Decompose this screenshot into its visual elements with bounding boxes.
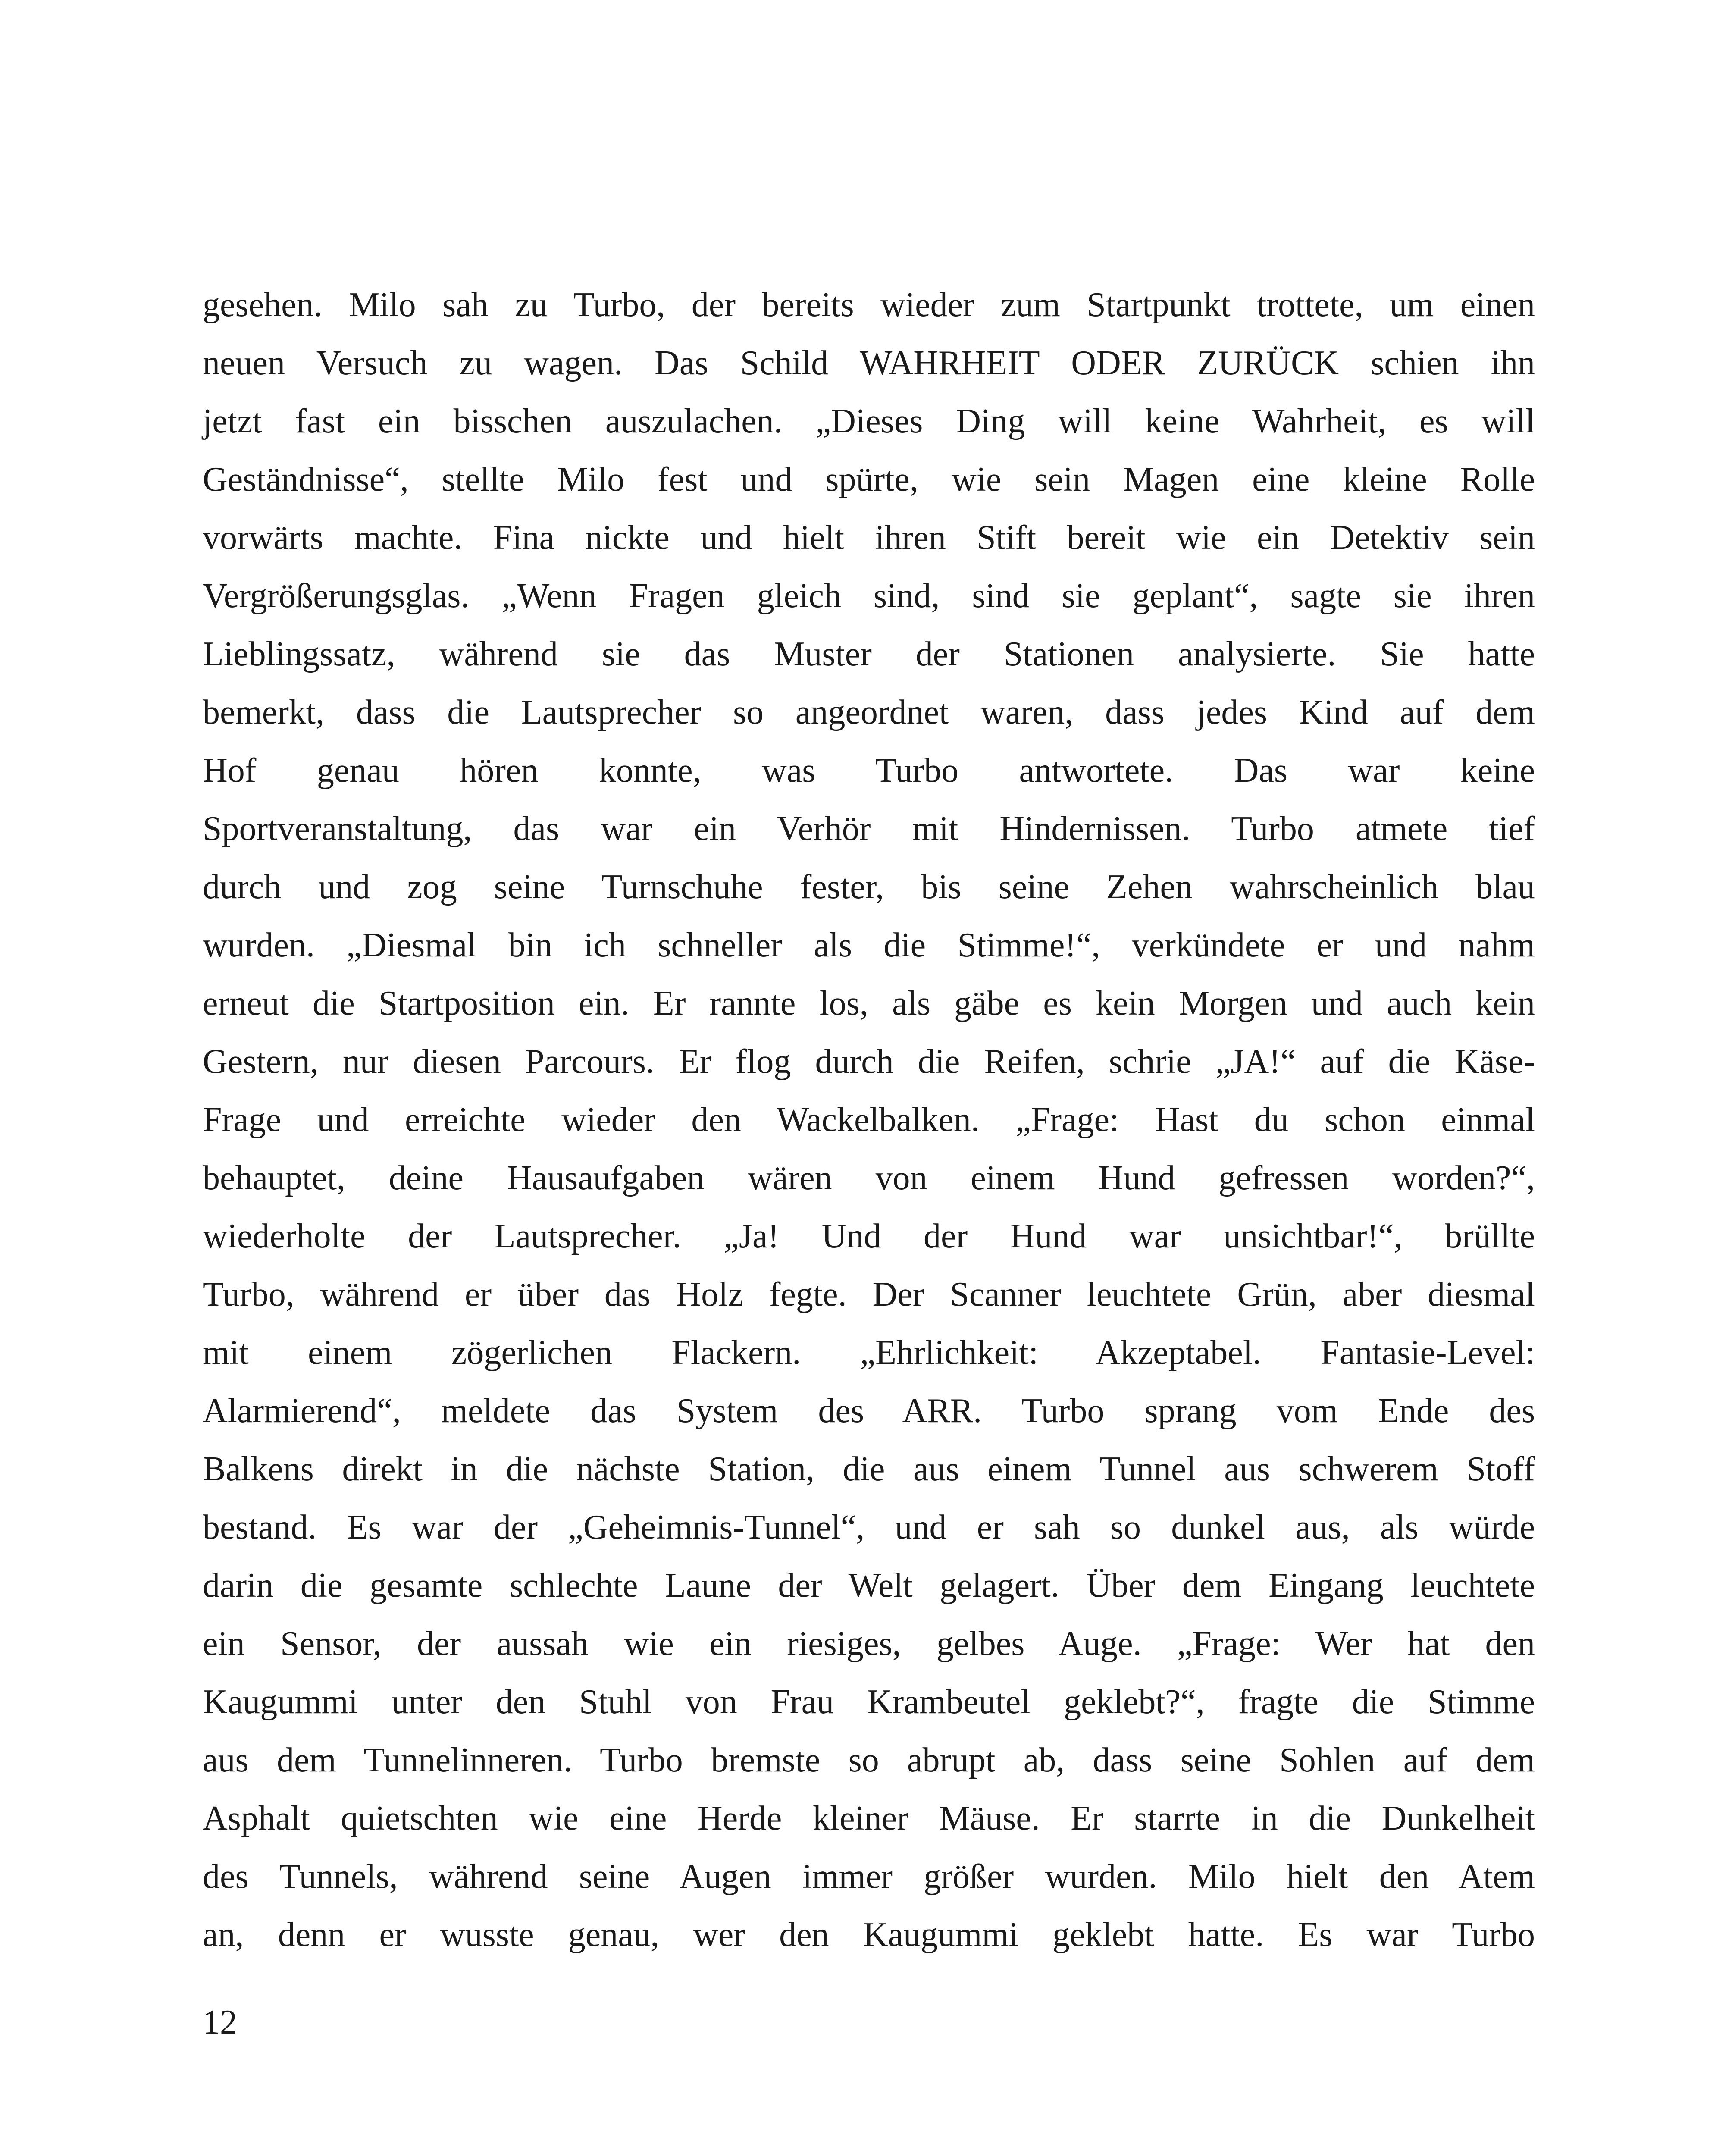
text-line: Alarmierend“, meldete das System des ARR. Turbo sprang vom Ende des xyxy=(203,1392,1535,1430)
text-line: mit einem zögerlichen Flackern. „Ehrlichkeit: Akzeptabel. Fantasie-Level: xyxy=(203,1334,1535,1372)
text-line: bemerkt, dass die Lautsprecher so angeordnet waren, dass jedes Kind auf dem xyxy=(203,693,1535,731)
text-line: des Tunnels, während seine Augen immer größer wurden. Milo hielt den Atem xyxy=(203,1858,1535,1896)
text-line: behauptet, deine Hausaufgaben wären von einem Hund gefressen worden?“, xyxy=(203,1159,1535,1197)
text-line: neuen Versuch zu wagen. Das Schild WAHRHEIT ODER ZURÜCK schien ihn xyxy=(203,344,1535,382)
text-line: Turbo, während er über das Holz fegte. Der Scanner leuchtete Grün, aber diesmal xyxy=(203,1275,1535,1313)
text-line: Vergrößerungsglas. „Wenn Fragen gleich sind, sind sie geplant“, sagte sie ihren xyxy=(203,577,1535,615)
text-line: ein Sensor, der aussah wie ein riesiges, gelbes Auge. „Frage: Wer hat den xyxy=(203,1625,1535,1663)
text-line: Frage und erreichte wieder den Wackelbalken. „Frage: Hast du schon einmal xyxy=(203,1101,1535,1139)
text-line: Asphalt quietschten wie eine Herde kleiner Mäuse. Er starrte in die Dunkelheit xyxy=(203,1799,1535,1837)
text-line: wurden. „Diesmal bin ich schneller als die Stimme!“, verkündete er und nahm xyxy=(203,926,1535,964)
text-line: vorwärts machte. Fina nickte und hielt ihren Stift bereit wie ein Detektiv sein xyxy=(203,519,1535,557)
body-text xyxy=(203,276,1535,1964)
text-line: an, denn er wusste genau, wer den Kaugummi geklebt hatte. Es war Turbo xyxy=(203,1916,1535,1954)
text-line: Sportveranstaltung, das war ein Verhör mit Hindernissen. Turbo atmete tief xyxy=(203,810,1535,848)
text-line: Balkens direkt in die nächste Station, die aus einem Tunnel aus schwerem Stoff xyxy=(203,1450,1535,1488)
text-line: gesehen. Milo sah zu Turbo, der bereits wieder zum Startpunkt trottete, um einen xyxy=(203,286,1535,324)
text-line: Kaugummi unter den Stuhl von Frau Krambeutel geklebt?“, fragte die Stimme xyxy=(203,1683,1535,1721)
text-line: Hof genau hören konnte, was Turbo antwortete. Das war keine xyxy=(203,752,1535,790)
text-line: Geständnisse“, stellte Milo fest und spürte, wie sein Magen eine kleine Rolle xyxy=(203,461,1535,498)
text-line: Lieblingssatz, während sie das Muster der Stationen analysierte. Sie hatte xyxy=(203,635,1535,673)
text-line: bestand. Es war der „Geheimnis-Tunnel“, und er sah so dunkel aus, als würde xyxy=(203,1508,1535,1546)
text-line: durch und zog seine Turnschuhe fester, bis seine Zehen wahrscheinlich blau xyxy=(203,868,1535,906)
text-line: jetzt fast ein bisschen auszulachen. „Dieses Ding will keine Wahrheit, es will xyxy=(203,402,1535,440)
text-line: Gestern, nur diesen Parcours. Er flog durch die Reifen, schrie „JA!“ auf die Käse- xyxy=(203,1043,1535,1081)
text-line: aus dem Tunnelinneren. Turbo bremste so abrupt ab, dass seine Sohlen auf dem xyxy=(203,1741,1535,1779)
page-number: 12 xyxy=(203,2003,237,2041)
text-line: wiederholte der Lautsprecher. „Ja! Und der Hund war unsichtbar!“, brüllte xyxy=(203,1217,1535,1255)
text-line: erneut die Startposition ein. Er rannte los, als gäbe es kein Morgen und auch kein xyxy=(203,984,1535,1022)
text-line: darin die gesamte schlechte Laune der Welt gelagert. Über dem Eingang leuchtete xyxy=(203,1567,1535,1604)
